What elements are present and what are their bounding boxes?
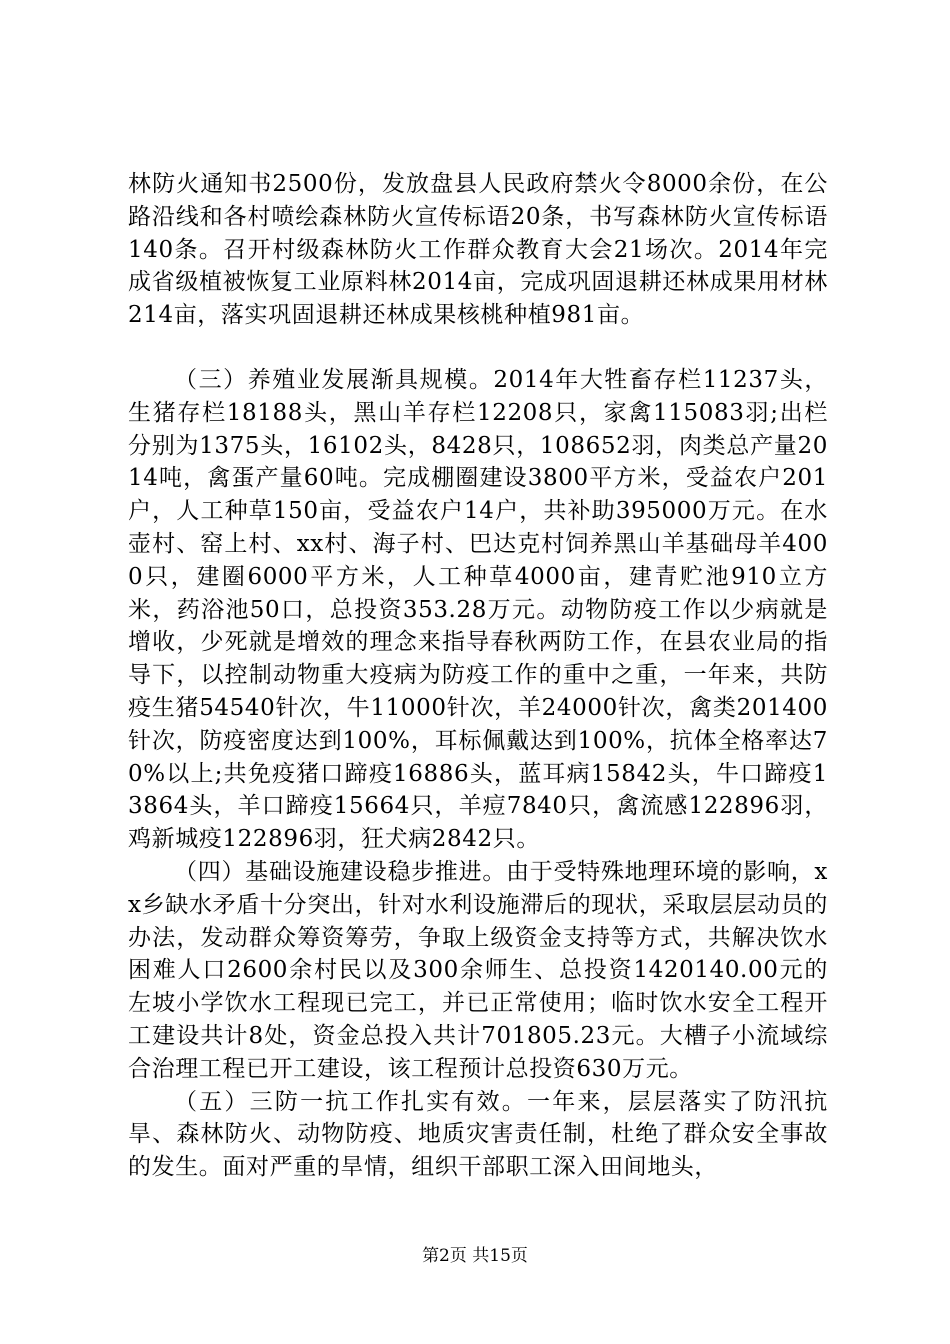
paragraph-three-defenses: （五）三防一抗工作扎实有效。一年来，层层落实了防汛抗旱、森林防火、动物防疫、地质灾害责任制，杜绝了群众安全事故的发生。面对严重的旱情，组织干部职工深入田间地头， [128,1088,828,1181]
paragraph-forest-fire: 林防火通知书2500份，发放盘县人民政府禁火令8000余份，在公路沿线和各村喷绘森林防火宣传标语20条，书写森林防火宣传标语140条。召开村级森林防火工作群众教育大会21场次。2014年完成省级植被恢复工业原料林2014亩，完成巩固退耕还林成果用材林214亩，落实巩固退耕还林成果核桃种植981亩。 [128,171,828,329]
paragraph-infrastructure: （四）基础设施建设稳步推进。由于受特殊地理环境的影响，xx乡缺水矛盾十分突出，针对水利设施滞后的现状，采取层层动员的办法，发动群众筹资筹劳，争取上级资金支持等方式，共解决饮水困难人口2600余村民以及300余师生、总投资1420140.00元的左坡小学饮水工程现已完工，并已正常使用；临时饮水安全工程开工建设共计8处，资金总投入共计701805.23元。大槽子小流域综合治理工程已开工建设，该工程预计总投资630万元。 [128,858,828,1082]
paragraph-gap [128,332,828,364]
paragraph-livestock: （三）养殖业发展渐具规模。2014年大牲畜存栏11237头，生猪存栏18188头，黑山羊存栏12208只，家禽115083羽;出栏分别为1375头，16102头，8428只，108652羽，肉类总产量2014吨，禽蛋产量60吨。完成棚圈建设3800平方米，受益农户201户，人工种草150亩，受益农户14户，共补助395000万元。在水壶村、窑上村、xx村、海子村、巴达克村饲养黑山羊基础母羊4000只，建圈6000平方米，人工种草4000亩，建青贮池910立方米，药浴池50口，总投资353.28万元。动物防疫工作以少病就是增收，少死就是增效的理念来指导春秋两防工作，在县农业局的指导下，以控制动物重大疫病为防疫工作的重中之重，一年来，共防疫生猪54540针次，牛11000针次，羊24000针次，禽类201400针次，防疫密度达到100%，耳标佩戴达到100%，抗体全格率达70%以上;共免疫猪口蹄疫16886头，蓝耳病15842头，牛口蹄疫13864头，羊口蹄疫15664只，羊痘7840只，禽流感122896羽，鸡新城疫122896羽，狂犬病2842只。 [128,366,828,853]
document-body [128,168,828,1184]
page-footer: 第2页 共15页 [422,1246,528,1266]
